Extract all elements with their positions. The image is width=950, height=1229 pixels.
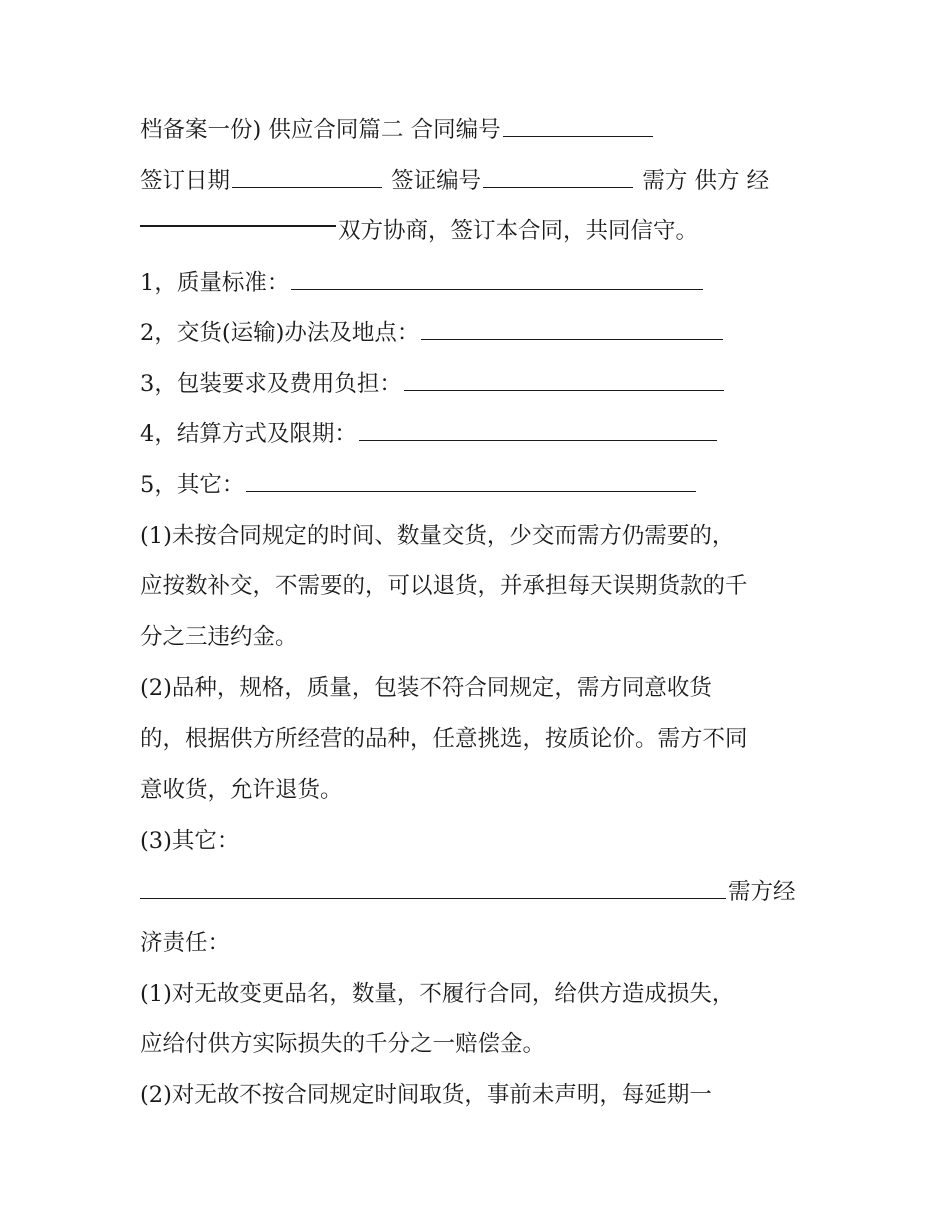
buyer-liability-text: 需方经 — [728, 879, 796, 905]
packaging-blank — [404, 364, 724, 391]
paragraph-line: (2)品种，规格，质量，包装不符合同规定，需方同意收货 — [140, 675, 712, 701]
other-label: 5，其它： — [140, 472, 245, 498]
other-blank — [246, 465, 696, 492]
delivery-line — [140, 313, 725, 353]
paragraph-line: (3)其它： — [140, 828, 240, 854]
quality-standard-label: 1，质量标准： — [140, 270, 290, 296]
paragraph-line: 应给付供方实际损失的千分之一赔偿金。 — [140, 1031, 546, 1057]
parties-text: 需方 供方 经 — [642, 168, 770, 194]
agreement-text: 双方协商，签订本合同，共同信守。 — [338, 218, 699, 244]
settlement-blank — [359, 414, 717, 441]
sign-date-blank — [232, 161, 382, 188]
visa-number-label: 签证编号 — [391, 168, 482, 194]
sign-date-line — [140, 161, 769, 201]
contract-number-blank — [503, 110, 653, 137]
agreement-line — [140, 211, 698, 251]
visa-number-blank — [483, 161, 633, 188]
paragraph-line: (2)对无故不按合同规定时间取货，事前未声明，每延期一 — [140, 1082, 712, 1108]
other-line — [140, 465, 698, 505]
settlement-label: 4，结算方式及限期： — [140, 421, 357, 447]
delivery-label: 2，交货(运输)办法及地点： — [140, 320, 420, 346]
paragraph-line: 的，根据供方所经营的品种，任意挑选，按质论价。需方不同 — [140, 726, 748, 752]
paragraph-line: 济责任： — [140, 930, 231, 956]
quality-standard-line — [140, 263, 705, 303]
contract-number-line — [140, 110, 655, 150]
paragraph-line: 分之三违约金。 — [140, 624, 298, 650]
delivery-blank — [421, 313, 723, 340]
paragraph-line: (1)未按合同规定的时间、数量交货，少交而需方仍需要的， — [140, 523, 735, 549]
other-terms-blank — [140, 872, 726, 899]
buyer-liability-line — [140, 872, 796, 912]
packaging-label: 3，包装要求及费用负担： — [140, 371, 402, 397]
line-text: 档备案一份) 供应合同篇二 合同编号 — [140, 117, 501, 143]
paragraph-line: 应按数补交，不需要的，可以退货，并承担每天误期货款的千 — [140, 573, 748, 599]
packaging-line — [140, 364, 726, 404]
sign-date-label: 签订日期 — [140, 168, 231, 194]
paragraph-line: 意收货，允许退货。 — [140, 777, 343, 803]
rule-line — [140, 211, 336, 227]
paragraph-line: (1)对无故变更品名，数量，不履行合同，给供方造成损失， — [140, 981, 735, 1007]
quality-standard-blank — [291, 263, 703, 290]
settlement-line — [140, 414, 719, 454]
